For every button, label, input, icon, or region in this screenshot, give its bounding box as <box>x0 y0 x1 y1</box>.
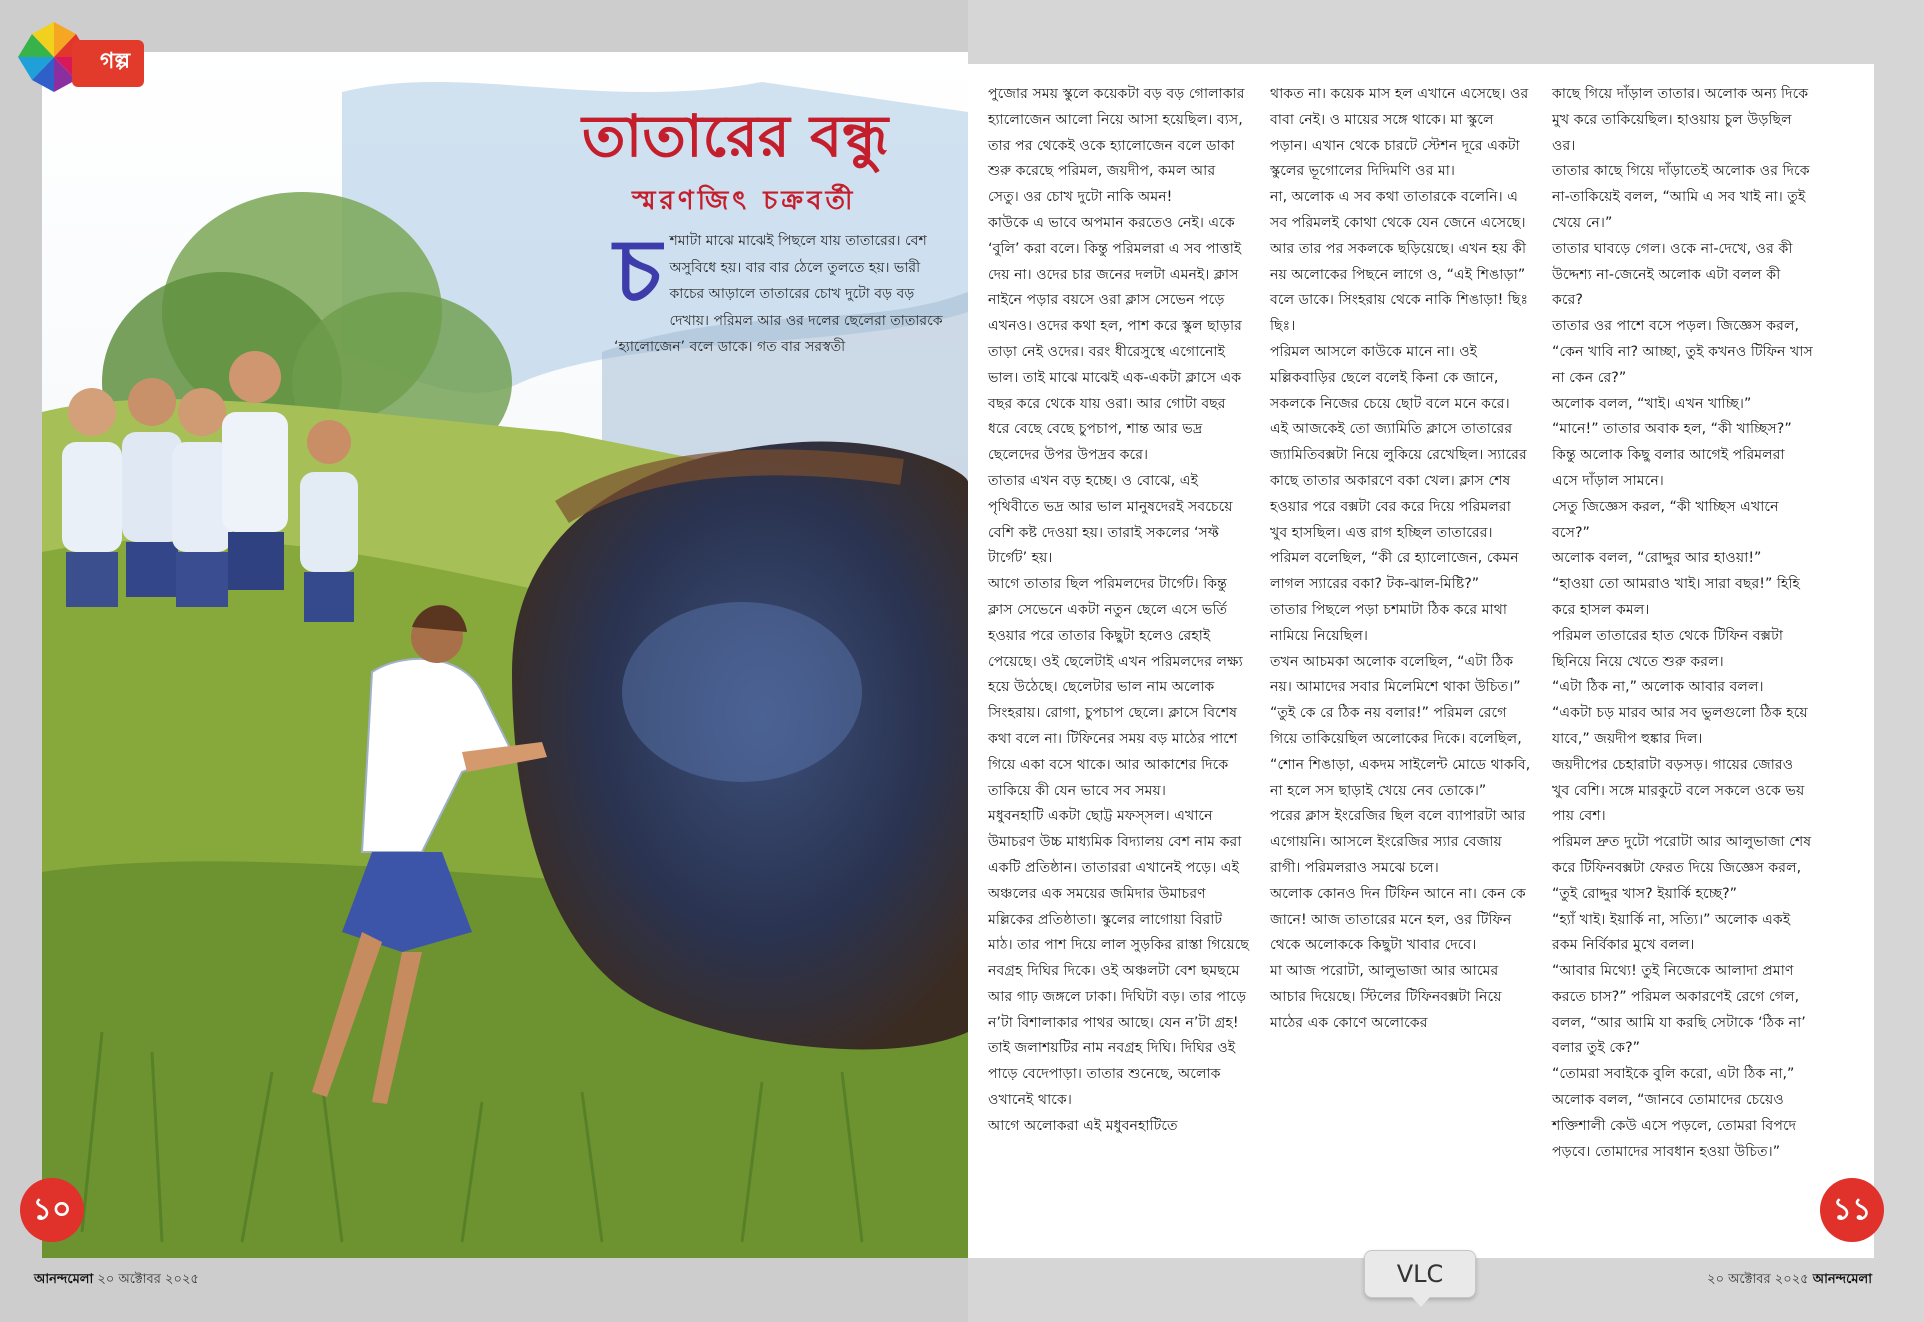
paragraph: “আবার মিথ্যে! তুই নিজেকে আলাদা প্রমাণ করতে চাস?” পরিমল অকারণেই রেগে গেল, বলল, “আর আমি যা করছি সেটাকে ‘ঠিক না’ বলার তুই কে?” <box>1552 963 1806 1057</box>
left-page <box>42 52 968 1258</box>
paragraph: তাতার এখন বড় হচ্ছে। ও বোঝে, এই পৃথিবীতে ভদ্র আর ভাল মানুষদেরই সবচেয়ে বেশি কষ্ট দেওয়া হয়। তারাই সকলের ‘সফ্ট টার্গেট’ হয়। <box>988 472 1233 567</box>
paragraph: পরিমল দ্রুত দুটো পরোটা আর আলুভাজা শেষ করে টিফিনবক্সটা ফেরত দিয়ে জিজ্ঞেস করল, “তুই রোদ্দুর খাস? ইয়ার্কি হচ্ছে?” <box>1552 834 1812 902</box>
paragraph: “হাওয়া তো আমরাও খাই। সারা বছর!” হিহি করে হাসল কমল। <box>1552 576 1800 618</box>
paragraph: কিন্তু অলোক কিছু বলার আগেই পরিমলরা এসে দাঁড়াল সামনে। <box>1552 447 1785 489</box>
paragraph: জয়দীপের চেহারাটা বড়সড়। গায়ের জোরও খুব বেশি। সঙ্গে মারকুটে বলে সকলে ওকে ভয় পায় বেশ। <box>1552 756 1805 825</box>
paragraph: মধুবনহাটি একটা ছোট্ট মফস্সল। এখানে উমাচরণ উচ্চ মাধ্যমিক বিদ্যালয় বেশ নাম করা একটি প্রতিষ্ঠান। তাতাররা এখানেই পড়ে। এই অঞ্চলের এক সময়ের জমিদার উমাচরণ মল্লিকের প্রতিষ্ঠাতা। স্কুলের লাগোয়া বিরাট মাঠ। তার পাশ দিয়ে লাল সুড়কির রাস্তা গিয়েছে নবগ্রহ দিঘির দিকে। ওই অঞ্চলটা বেশ ছমছমে আর গাঢ় জঙ্গলে ঢাকা। দিঘিটা বড়। তার পাড়ে ন’টা বিশালাকার পাথর আছে। যেন ন’টা গ্রহ! তাই জলাশয়টির নাম নবগ্রহ দিঘি। দিঘির ওই পাড়ে বেদেপাড়া। তাতার শুনেছে, অলোক ওখানেই থাকে। <box>988 808 1249 1109</box>
paragraph: অলোক কোনও দিন টিফিন আনে না। কেন কে জানে! আজ তাতারের মনে হল, ওর টিফিন থেকে অলোককে কিছুটা খাবার দেবে। <box>1270 885 1526 954</box>
paragraph: পরিমল আসলে কাউকে মানে না। ওই মল্লিকবাড়ির ছেলে বলেই কিনা কে জানে, সকলকে নিজের চেয়ে ছোট বলে মনে করে। <box>1270 343 1510 412</box>
paragraph: তখন আচমকা অলোক বলেছিল, “এটা ঠিক নয়। আমাদের সবার মিলেমিশে থাকা উচিত।” <box>1270 653 1521 696</box>
page-number-right: ১১ <box>1820 1178 1884 1242</box>
paragraph: থাকত না। কয়েক মাস হল এখানে এসেছে। ওর বাবা নেই। ও মায়ের সঙ্গে থাকে। মা স্কুলে পড়ান। এখান থেকে চারটে স্টেশন দূরে একটা স্কুলের ভূগোলের দিদিমণি ওর মা। <box>1270 86 1529 180</box>
paragraph: আগে তাতার ছিল পরিমলদের টার্গেট। কিন্তু ক্লাস সেভেনে একটা নতুন ছেলে এসে ভর্তি হওয়ার পরে তাতার কিছুটা হলেও রেহাই পেয়েছে। ওই ছেলেটাই এখন পরিমলদের লক্ষ্য হয়ে উঠেছে। ছেলেটার ভাল নাম অলোক সিংহরায়। রোগা, চুপচাপ ছেলে। ক্লাসে বিশেষ কথা বলে না। টিফিনের সময় বড় মাঠের পাশে গিয়ে একা বসে থাকে। আর আকাশের দিকে তাকিয়ে কী যেন ভাবে সব সময়। <box>988 576 1243 799</box>
paragraph: তাতার পিছলে পড়া চশমাটা ঠিক করে মাথা নামিয়ে নিয়েছিল। <box>1270 601 1507 644</box>
paragraph: কাউকে এ ভাবে অপমান করতেও নেই। একে ‘বুলি’ করা বলে। কিন্তু পরিমলরা এ সব পাত্তাই দেয় না। ওদের চার জনের দলটা এমনই। ক্লাস নাইনে পড়ার বয়সে ওরা ক্লাস সেভেন পড়ে এখনও। ওদের কথা হল, পাশ করে স্কুল ছাড়ার তাড়া নেই ওদের। বরং ধীরেসুস্থে এগোনোই ভাল। তাই মাঝে মাঝেই এক-একটা ক্লাসে এক বছর করে থেকে যায় ওরা। আর গোটা বছর ধরে বেছে বেছে চুপচাপ, শান্ত আর ভদ্র ছেলেদের উপর উপদ্রব করে। <box>988 214 1242 464</box>
paragraph: “একটা চড় মারব আর সব ভুলগুলো ঠিক হয়ে যাবে,” জয়দীপ হুঙ্কার দিল। <box>1552 705 1808 747</box>
footer-date: ২০ অক্টোবর ২০২৫ <box>97 1272 199 1287</box>
paragraph: পুজোর সময় স্কুলে কয়েকটা বড় বড় গোলাকার হ্যালোজেন আলো নিয়ে আসা হয়েছিল। ব্যস, তার পর থেকেই ওকে হ্যালোজেন বলে ডাকা শুরু করেছে পরিমল, জয়দীপ, কমল আর সেতু। ওর চোখ দুটো নাকি অমন! <box>988 86 1245 206</box>
category-label: গল্প <box>72 40 144 87</box>
footer-brand: আনন্দমেলা <box>34 1272 94 1287</box>
paragraph: অলোক বলল, “রোদ্দুর আর হাওয়া!” <box>1552 550 1762 567</box>
paragraph: “তোমরা সবাইকে বুলি করো, এটা ঠিক না,” অলোক বলল, “জানবে তোমাদের চেয়েও শক্তিশালী কেউ এসে পড়লে, তোমরা বিপদে পড়বে। তোমাদের সাবধান হওয়া উচিত।” <box>1552 1066 1797 1160</box>
text-column-2 <box>1270 82 1532 1036</box>
paragraph: তাতার কাছে গিয়ে দাঁড়াতেই অলোক ওর দিকে না-তাকিয়েই বলল, “আমি এ সব খাই না। তুই খেয়ে নে।” <box>1552 163 1810 231</box>
right-page <box>968 64 1874 1258</box>
paragraph: কাছে গিয়ে দাঁড়াল তাতার। অলোক অন্য দিকে মুখ করে তাকিয়েছিল। হাওয়ায় চুল উড়ছিল ওর। <box>1552 86 1809 154</box>
paragraph: “মানে!” তাতার অবাক হল, “কী খাচ্ছিস?” <box>1552 421 1792 438</box>
paragraph: তাতার ঘাবড়ে গেল। ওকে না-দেখে, ওর কী উদ্দেশ্য না-জেনেই অলোক এটা বলল কী করে? <box>1552 240 1793 309</box>
paragraph: “হ্যাঁ খাই। ইয়ার্কি না, সত্যি।” অলোক একই রকম নির্বিকার মুখে বলল। <box>1552 911 1791 954</box>
intro-text: শমাটা মাঝে মাঝেই পিছলে যায় তাতারের। বেশ অসুবিধে হয়। বার বার ঠেলে তুলতে হয়। ভারী কাচের আড়ালে তাতারের চোখ দুটো বড় বড় দেখায়। পরিমল আর ওর দলের ছেলেরা তাতারকে ‘হ্যালোজেন’ বলে ডাকে। গত বার সরস্বতী <box>614 233 943 355</box>
paragraph: পরের ক্লাস ইংরেজির ছিল বলে ব্যাপারটা আর এগোয়নি। আসলে ইংরেজির স্যার বেজায় রাগী। পরিমলরাও সমঝে চলে। <box>1270 808 1526 876</box>
footer-left <box>34 1270 199 1291</box>
text-column-3 <box>1552 82 1814 1165</box>
vlc-tooltip: VLC <box>1364 1250 1476 1298</box>
paragraph: পরিমল বলেছিল, “কী রে হ্যালোজেন, কেমন লাগল স্যারের বকা? টক-ঝাল-মিষ্টি?” <box>1270 550 1519 593</box>
story-author: স্মরণজিৎ চক্রবর্তী <box>632 186 857 216</box>
paragraph: “এটা ঠিক না,” অলোক আবার বলল। <box>1552 679 1764 696</box>
paragraph: তাতার ওর পাশে বসে পড়ল। জিজ্ঞেস করল, “কেন খাবি না? আচ্ছা, তুই কখনও টিফিন খাস না কেন রে?” <box>1552 318 1813 386</box>
footer-date: ২০ অক্টোবর ২০২৫ <box>1707 1272 1809 1287</box>
text-column-1 <box>988 82 1250 1140</box>
footer-brand: আনন্দমেলা <box>1812 1272 1872 1287</box>
category-tag <box>14 16 174 94</box>
paragraph: এই আজকেই তো জ্যামিতি ক্লাসে তাতারের জ্যামিতিবক্সটা নিয়ে লুকিয়ে রেখেছিল। স্যারের কাছে তাতার অকারণে বকা খেল। ক্লাস শেষ হওয়ার পরে বক্সটা বের করে দিয়ে পরিমলরা খুব হাসছিল। এত্ত রাগ হচ্ছিল তাতারের। <box>1270 421 1527 541</box>
paragraph: সেতু জিজ্ঞেস করল, “কী খাচ্ছিস এখানে বসে?” <box>1552 498 1779 541</box>
paragraph: পরিমল তাতারের হাত থেকে টিফিন বক্সটা ছিনিয়ে নিয়ে খেতে শুরু করল। <box>1552 627 1783 670</box>
paragraph: না, অলোক এ সব কথা তাতারকে বলেনি। এ সব পরিমলই কোথা থেকে যেন জেনে এসেছে। আর তার পর সকলকে ছড়িয়েছে। এখন হয় কী নয় অলোকের পিছনে লাগে ও, “এই শিঙাড়া” বলে ডাকে। সিংহরায় থেকে নাকি শিঙাড়া! ছিঃ ছিঃ। <box>1270 189 1529 335</box>
page-number-left: ১০ <box>20 1178 84 1242</box>
story-intro <box>614 218 944 361</box>
paragraph: আগে অলোকরা এই মধুবনহাটিতে <box>988 1117 1178 1134</box>
paragraph: মা আজ পরোটা, আলুভাজা আর আমের আচার দিয়েছে। স্টিলের টিফিনবক্সটা নিয়ে মাঠের এক কোণে অলোকের <box>1270 963 1502 1031</box>
paragraph: “তুই কে রে ঠিক নয় বলার!” পরিমল রেগে গিয়ে তাকিয়েছিল অলোকের দিকে। বলেছিল, “শোন শিঙাড়া, একদম সাইলেন্ট মোডে থাকবি, না হলে সস ছাড়াই খেয়ে নেব তোকে।” <box>1270 705 1531 799</box>
footer-right <box>1707 1270 1872 1291</box>
paragraph: অলোক বলল, “খাই। এখন খাচ্ছি।” <box>1552 395 1752 412</box>
story-title: তাতারের বন্ধু <box>582 102 889 170</box>
drop-cap: চ <box>614 218 662 322</box>
